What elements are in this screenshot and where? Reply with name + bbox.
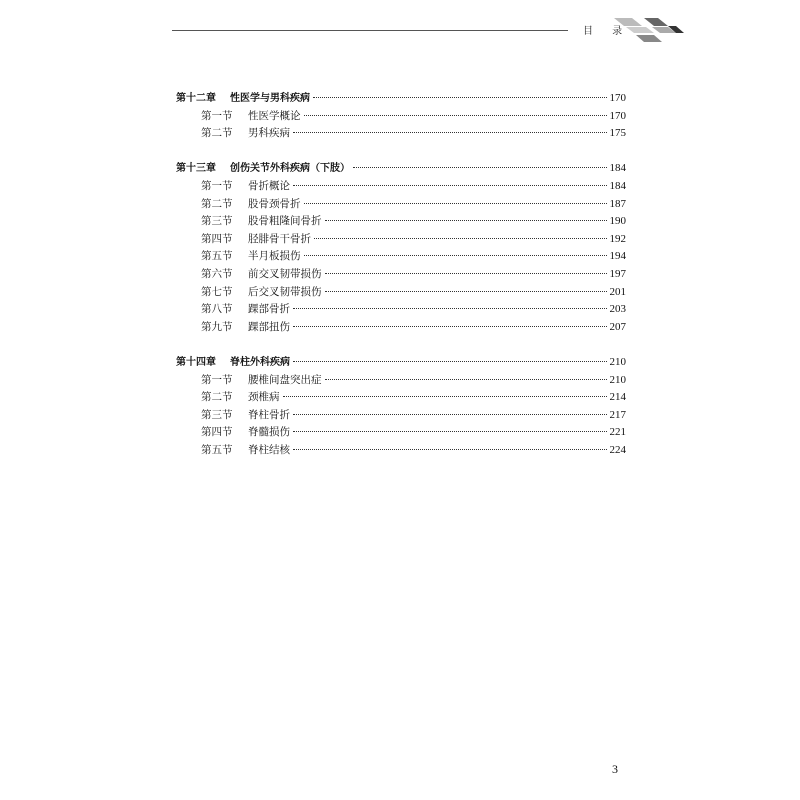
toc-chapter-page: 184 [609, 162, 626, 175]
page-number: 3 [612, 762, 618, 776]
dot-leader [293, 308, 607, 309]
toc-section[interactable] [176, 319, 626, 337]
toc-section[interactable] [176, 389, 626, 407]
toc-section-page: 201 [609, 285, 626, 298]
toc-section-page: 207 [609, 320, 626, 333]
toc-section[interactable] [176, 213, 626, 231]
toc-chapter-title: 脊柱外科疾病 [230, 356, 290, 368]
dot-leader [325, 273, 607, 274]
toc-section-title: 胫腓骨干骨折 [248, 232, 311, 245]
toc-section[interactable] [176, 125, 626, 143]
toc-chapter[interactable] [176, 354, 626, 372]
dot-leader [293, 185, 607, 186]
toc-section-page: 194 [609, 250, 626, 263]
dot-leader [304, 203, 607, 204]
dot-leader [353, 167, 607, 168]
toc-section[interactable] [176, 108, 626, 126]
toc-section-label: 第二节 [201, 197, 233, 210]
toc-section-title: 后交叉韧带损伤 [248, 285, 322, 298]
toc-section-title: 脊髓损伤 [248, 426, 290, 439]
header-rule [172, 30, 568, 31]
toc-section-label: 第二节 [201, 127, 233, 140]
toc-section-page: 224 [609, 443, 626, 456]
toc-section-page: 192 [609, 232, 626, 245]
toc-section[interactable] [176, 372, 626, 390]
dot-leader [293, 431, 607, 432]
toc-section-label: 第五节 [201, 250, 233, 263]
toc-section-label: 第八节 [201, 303, 233, 316]
toc-section[interactable] [176, 178, 626, 196]
toc-section-title: 腰椎间盘突出症 [248, 373, 322, 386]
toc-section-label: 第二节 [201, 391, 233, 404]
toc-section[interactable] [176, 407, 626, 425]
toc-chapter-title: 创伤关节外科疾病（下肢） [230, 163, 350, 175]
dot-leader [293, 414, 607, 415]
toc-chapter-page: 210 [609, 355, 626, 368]
toc-section-page: 197 [609, 267, 626, 280]
toc-chapter-label: 第十二章 [176, 93, 216, 104]
dot-leader [293, 361, 607, 362]
toc-section-title: 踝部骨折 [248, 303, 290, 316]
toc-section[interactable] [176, 231, 626, 249]
toc-section-title: 男科疾病 [248, 127, 290, 140]
toc-section-page: 214 [609, 391, 626, 404]
toc-section-label: 第一节 [201, 179, 233, 192]
toc-section-label: 第六节 [201, 267, 233, 280]
toc-section-title: 踝部扭伤 [248, 320, 290, 333]
dot-leader [283, 396, 607, 397]
running-header-title: 目 录 [583, 26, 631, 37]
toc-section-title: 脊柱骨折 [248, 408, 290, 421]
toc-section-title: 骨折概论 [248, 179, 290, 192]
toc-section[interactable] [176, 248, 626, 266]
toc-chapter[interactable] [176, 160, 626, 178]
toc-section-label: 第一节 [201, 109, 233, 122]
toc-section-title: 脊柱结核 [248, 443, 290, 456]
toc-section[interactable] [176, 284, 626, 302]
dot-leader [304, 255, 607, 256]
toc-section[interactable] [176, 442, 626, 460]
toc-section-title: 股骨粗隆间骨折 [248, 215, 322, 228]
toc-chapter-label: 第十四章 [176, 356, 216, 368]
toc-section[interactable] [176, 424, 626, 442]
dot-leader [293, 449, 607, 450]
dot-leader [293, 326, 607, 327]
toc-section-label: 第三节 [201, 215, 233, 228]
toc-section-page: 203 [609, 303, 626, 316]
toc-section-label: 第四节 [201, 426, 233, 439]
toc-section-title: 半月板损伤 [248, 250, 301, 263]
toc-section-label: 第一节 [201, 373, 233, 386]
toc-section-label: 第七节 [201, 285, 233, 298]
spacer [176, 143, 626, 161]
toc-section-page: 221 [609, 426, 626, 439]
toc-section-label: 第五节 [201, 443, 233, 456]
spacer [176, 336, 626, 354]
toc-chapter[interactable] [176, 90, 626, 108]
toc-section[interactable] [176, 266, 626, 284]
toc-section-page: 184 [609, 179, 626, 192]
toc-section-title: 股骨颈骨折 [248, 197, 301, 210]
dot-leader [293, 132, 607, 133]
toc-section-page: 210 [609, 373, 626, 386]
toc-section-title: 前交叉韧带损伤 [248, 267, 322, 280]
header-decoration-icon [612, 16, 687, 44]
toc-section[interactable] [176, 301, 626, 319]
toc-section-page: 187 [609, 197, 626, 210]
dot-leader [325, 379, 607, 380]
toc-section-label: 第四节 [201, 232, 233, 245]
toc-section-title: 颈椎病 [248, 391, 280, 404]
toc-chapter-label: 第十三章 [176, 163, 216, 175]
toc-section-label: 第九节 [201, 320, 233, 333]
dot-leader [304, 115, 607, 116]
toc-section-page: 170 [609, 109, 626, 122]
table-of-contents [176, 90, 626, 459]
dot-leader [313, 97, 607, 98]
toc-chapter-page: 170 [609, 92, 626, 104]
toc-section-page: 190 [609, 215, 626, 228]
dot-leader [325, 220, 607, 221]
toc-section-label: 第三节 [201, 408, 233, 421]
toc-chapter-title: 性医学与男科疾病 [230, 93, 310, 104]
toc-section[interactable] [176, 196, 626, 214]
toc-section-page: 175 [609, 127, 626, 140]
toc-section-page: 217 [609, 408, 626, 421]
dot-leader [314, 238, 607, 239]
dot-leader [325, 291, 607, 292]
toc-section-title: 性医学概论 [248, 109, 301, 122]
